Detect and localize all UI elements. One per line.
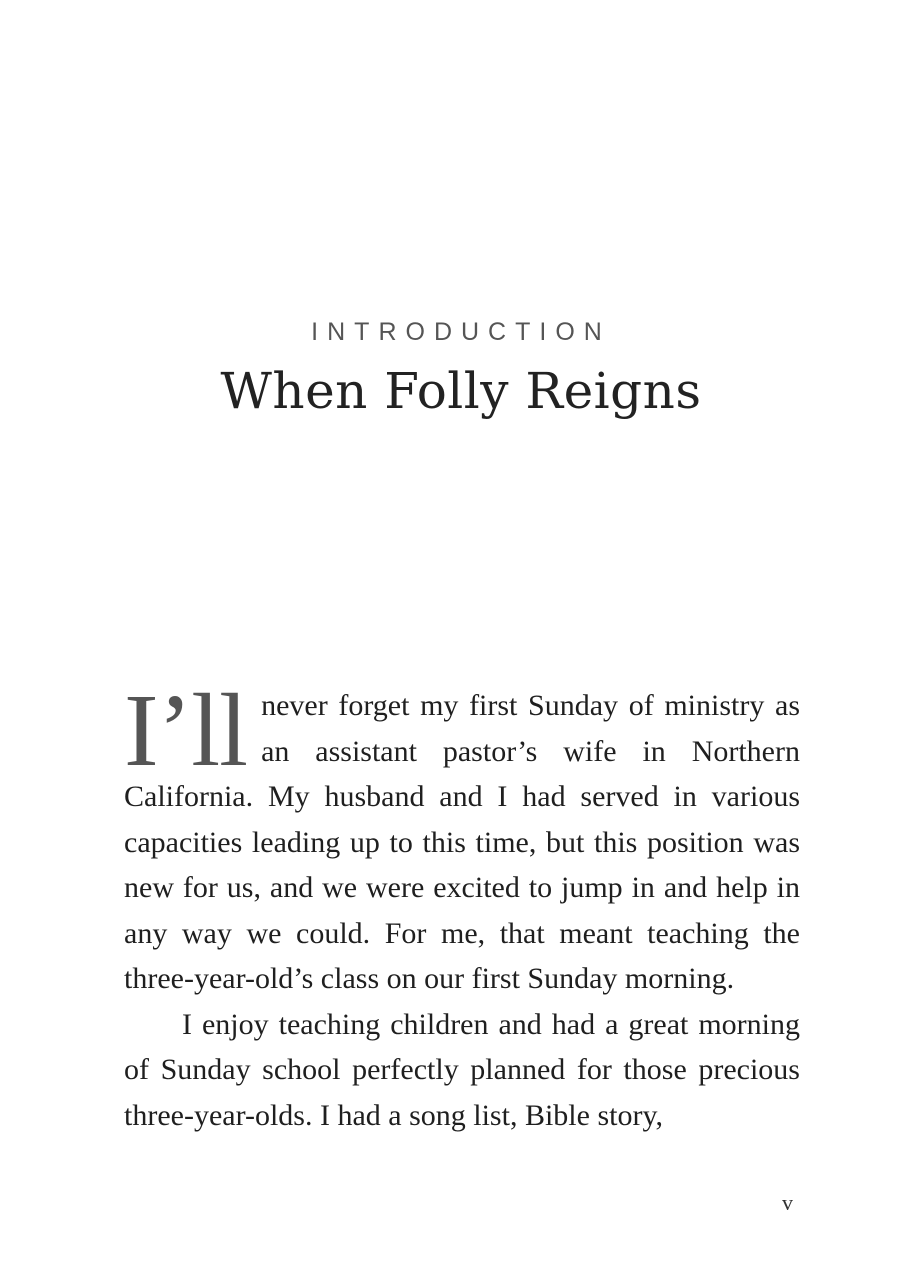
paragraph-1-text: never forget my first Sunday of ministry as an assistant pastor’s wife in Northern California. My husband and I had served in various capacities leading up to this time, but this position was new for us, and we were excited to jump in and help in any way we could. For me, that meant teaching the three-year-old’s class on our first Sunday morning. [124,689,800,995]
body-text [124,673,800,1138]
chapter-title: When Folly Reigns [220,362,702,420]
page-number: v [782,1190,793,1215]
chapter-label: INTRODUCTION [311,318,611,346]
paragraph-1 [124,673,800,1002]
drop-cap: I’ll [124,673,248,788]
paragraph-2: I enjoy teaching children and had a great morning of Sunday school perfectly planned for those precious three-year-olds. I had a song list, Bible story, [124,1007,800,1132]
